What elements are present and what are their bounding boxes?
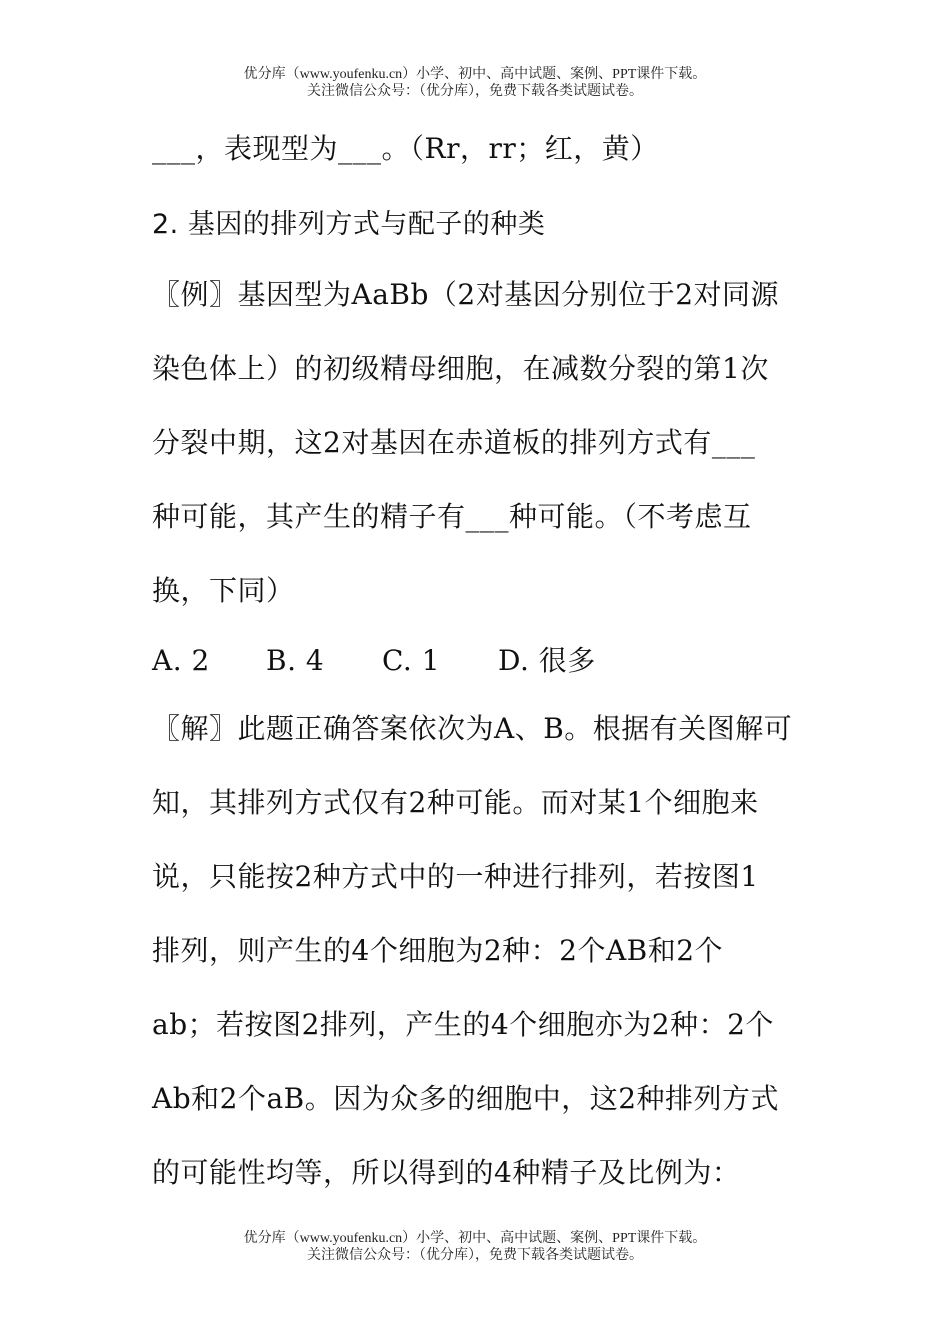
header-line-1: 优分库（www.youfenku.cn）小学、初中、高中试题、案例、PPT课件下载。 <box>243 67 707 82</box>
footer-line-1: 优分库（www.youfenku.cn）小学、初中、高中试题、案例、PPT课件下载。 <box>243 1231 707 1246</box>
option-a: A. 2 <box>152 644 210 677</box>
example-line-2: 染色体上）的初级精母细胞，在减数分裂的第1次 <box>152 352 769 385</box>
solution-line-6: Ab和2个aB。因为众多的细胞中，这2种排列方式 <box>152 1082 780 1115</box>
solution-line-5: ab；若按图2排列，产生的4个细胞亦为2种：2个 <box>152 1008 774 1041</box>
option-d: D. 很多 <box>498 644 596 677</box>
solution-line-1: 〖解〗此题正确答案依次为A、B。根据有关图解可 <box>152 712 793 745</box>
page-footer <box>0 1230 950 1264</box>
section-heading: 2. 基因的排列方式与配子的种类 <box>152 209 546 240</box>
header-line-2: 关注微信公众号：（优分库），免费下载各类试题试卷。 <box>307 84 643 99</box>
solution-line-7: 的可能性均等，所以得到的4种精子及比例为： <box>152 1156 741 1189</box>
option-c: C. 1 <box>382 644 441 677</box>
example-line-4: 种可能，其产生的精子有___种可能。（不考虑互 <box>152 500 752 533</box>
page-header <box>0 66 950 100</box>
example-line-5: 换，下同） <box>152 574 295 607</box>
solution-line-2: 知，其排列方式仅有2种可能。而对某1个细胞来 <box>152 786 759 819</box>
example-line-1: 〖例〗基因型为AaBb（2对基因分别位于2对同源 <box>152 278 780 311</box>
answer-line: ___，表现型为___。（Rr，rr；红，黄） <box>152 132 659 165</box>
footer-line-2: 关注微信公众号：（优分库），免费下载各类试题试卷。 <box>307 1248 643 1263</box>
solution-line-3: 说，只能按2种方式中的一种进行排列，若按图1 <box>152 860 759 893</box>
option-b: B. 4 <box>266 644 325 677</box>
answer-options <box>152 643 596 679</box>
solution-line-4: 排列，则产生的4个细胞为2种：2个AB和2个 <box>152 934 724 967</box>
example-line-3: 分裂中期，这2对基因在赤道板的排列方式有___ <box>152 426 756 459</box>
